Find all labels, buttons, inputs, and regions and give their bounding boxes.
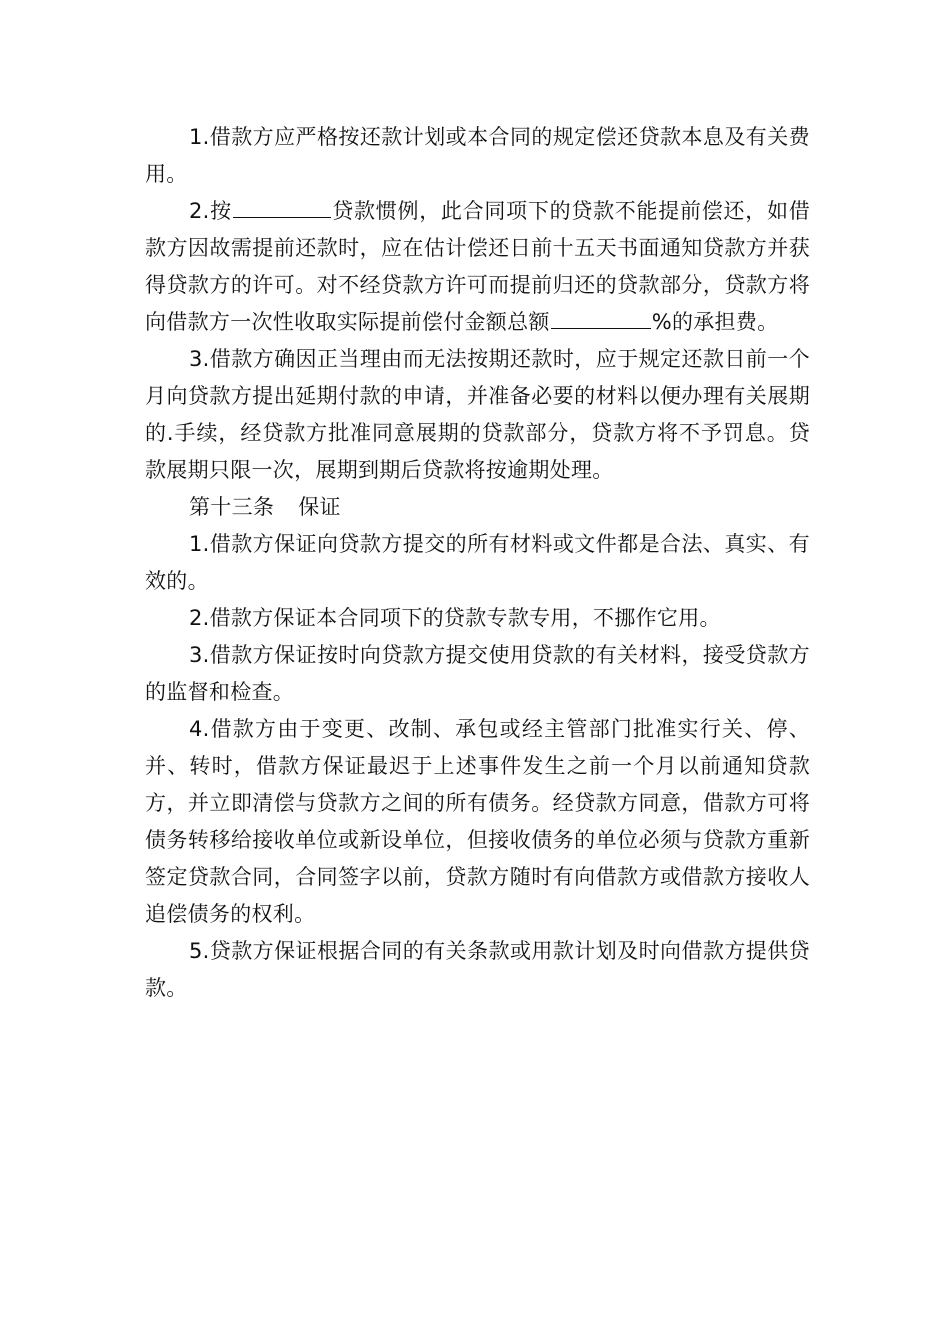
- clause-text: 5.贷款方保证根据合同的有关条款或用款计划及时向借款方提供贷款。: [145, 939, 810, 1000]
- document-body: [145, 119, 810, 1007]
- clause-text-start: 2.按: [189, 199, 232, 223]
- repayment-clause-2: [145, 193, 810, 341]
- clause-text: 1.借款方应严格按还款计划或本合同的规定偿还贷款本息及有关费用。: [145, 125, 810, 186]
- article-title: 保证: [298, 495, 341, 519]
- clause-text: 3.借款方保证按时向贷款方提交使用贷款的有关材料，接受贷款方的监督和检查。: [145, 643, 810, 704]
- guarantee-clause-4: [145, 711, 810, 933]
- article-13-heading: [145, 489, 810, 526]
- fill-in-blank: [551, 310, 651, 329]
- guarantee-clause-5: [145, 933, 810, 1007]
- clause-text: 1.借款方保证向贷款方提交的所有材料或文件都是合法、真实、有效的。: [145, 532, 810, 593]
- guarantee-clause-2: [145, 600, 810, 637]
- repayment-clause-1: [145, 119, 810, 193]
- clause-text: 2.借款方保证本合同项下的贷款专款专用，不挪作它用。: [189, 606, 721, 630]
- guarantee-clause-3: [145, 637, 810, 711]
- guarantee-clause-1: [145, 526, 810, 600]
- article-number: 第十三条: [189, 495, 275, 519]
- repayment-clause-3: [145, 341, 810, 489]
- fill-in-blank: [233, 199, 331, 218]
- clause-text-middle: 贷款惯例，此合同项下的贷款不能提前偿还，如借款方因故需提前还款时，应在估计偿还日前十五天书面通知贷款方并获得贷款方的许可。对不经贷款方许可而提前归还的贷款部分，贷款方将向借款方一次性收取实际提前偿付金额总额: [145, 199, 810, 334]
- clause-text-end: %的承担费。: [651, 310, 779, 334]
- clause-text: 3.借款方确因正当理由而无法按期还款时，应于规定还款日前一个月向贷款方提出延期付款的申请，并准备必要的材料以便办理有关展期的.手续，经贷款方批准同意展期的贷款部分，贷款方将不予罚息。贷款展期只限一次，展期到期后贷款将按逾期处理。: [145, 347, 810, 482]
- clause-text: 4.借款方由于变更、改制、承包或经主管部门批准实行关、停、并、转时，借款方保证最迟于上述事件发生之前一个月以前通知贷款方，并立即清偿与贷款方之间的所有债务。经贷款方同意，借款方可将债务转移给接收单位或新设单位，但接收债务的单位必须与贷款方重新签定贷款合同，合同签字以前，贷款方随时有向借款方或借款方接收人追偿债务的权利。: [145, 717, 810, 926]
